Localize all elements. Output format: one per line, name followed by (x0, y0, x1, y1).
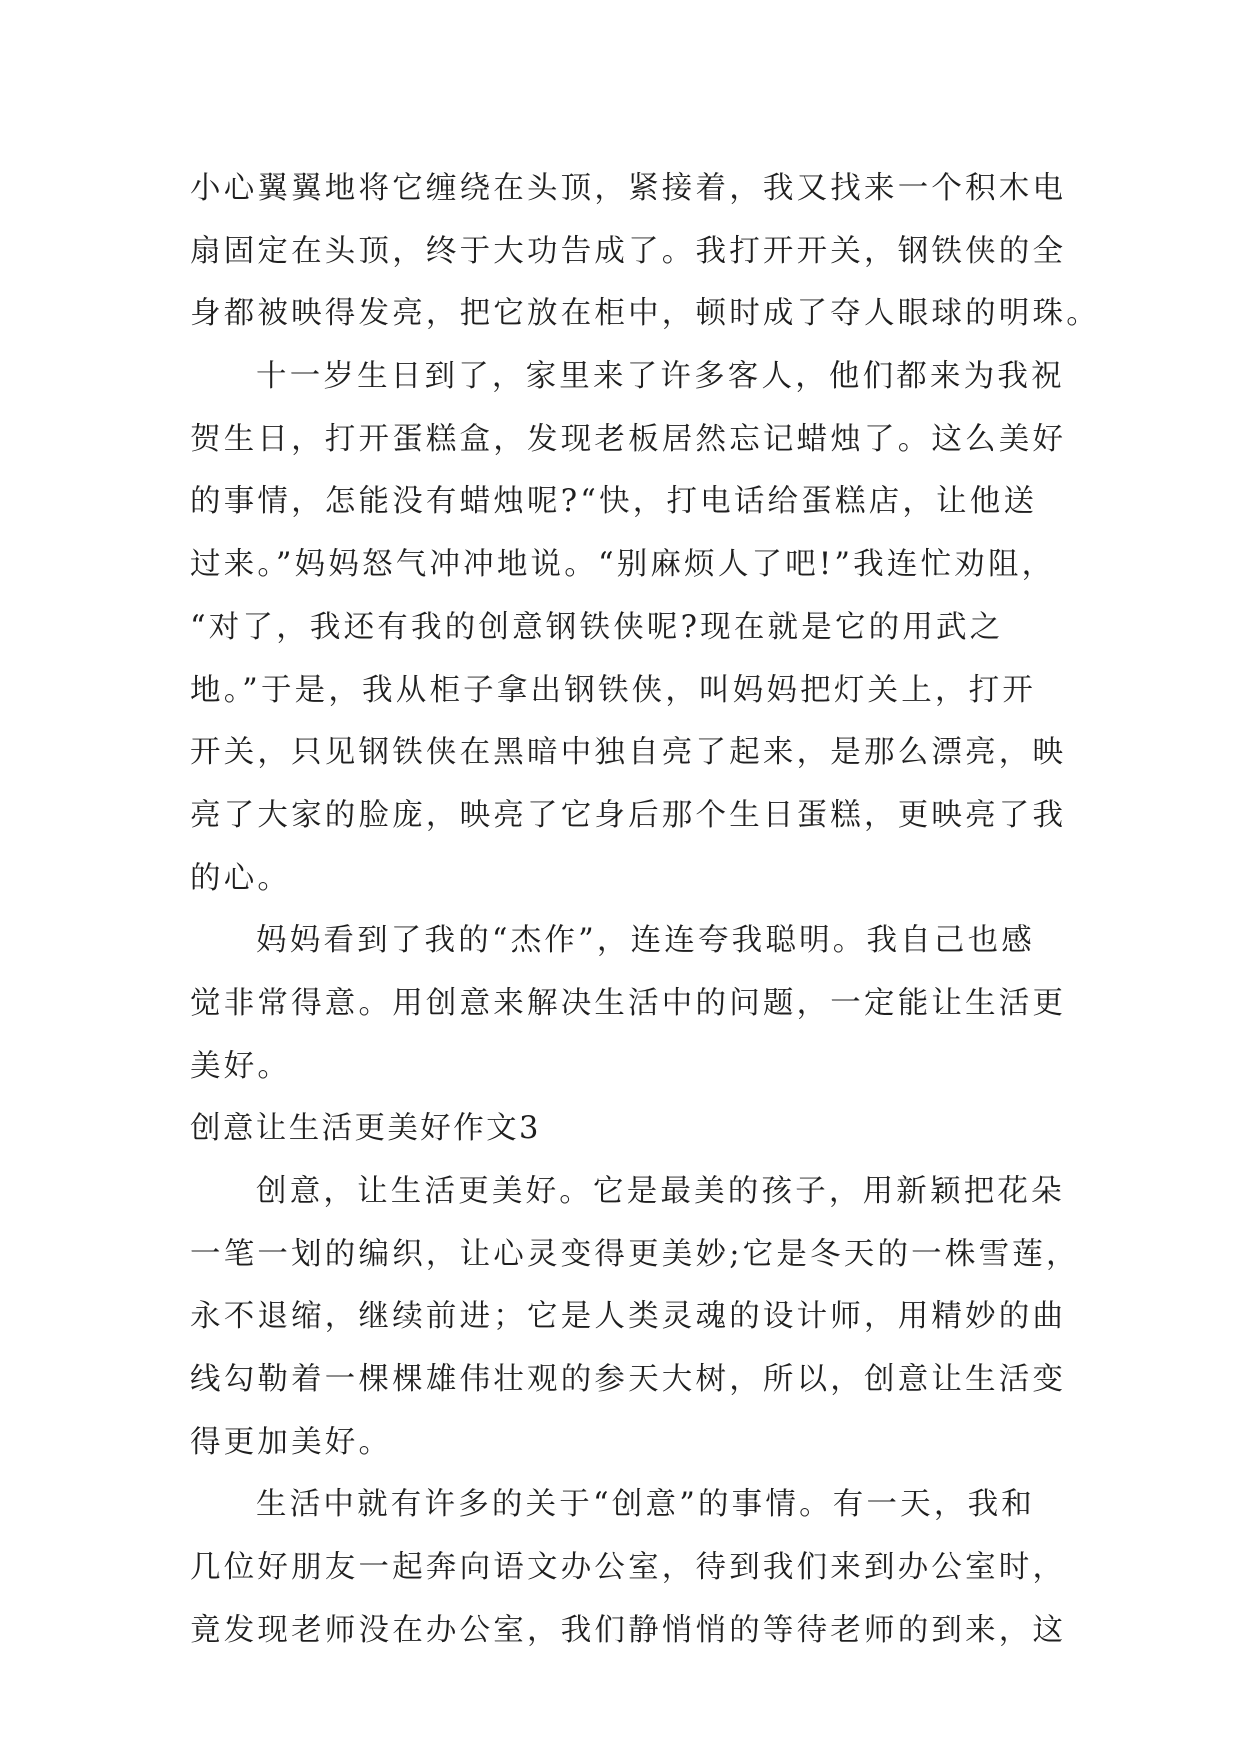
text-line: 一笔一划的编织，让心灵变得更美妙;它是冬天的一株雪莲， (190, 1236, 1080, 1272)
text-line: 几位好朋友一起奔向语文办公室，待到我们来到办公室时， (190, 1550, 1067, 1586)
text-line: 觉非常得意。用创意来解决生活中的问题，一定能让生活更 (190, 985, 1067, 1021)
text-line: 亮了大家的脸庞，映亮了它身后那个生日蛋糕，更映亮了我 (190, 797, 1067, 833)
paragraph-start-line: 生活中就有许多的关于“创意”的事情。有一天，我和 (256, 1487, 1035, 1523)
text-line: 开关，只见钢铁侠在黑暗中独自亮了起来，是那么漂亮，映 (190, 735, 1067, 771)
paragraph-start-line: 创意，让生活更美好。它是最美的孩子，用新颖把花朵 (256, 1174, 1065, 1209)
text-line: 的事情，怎能没有蜡烛呢?“快，打电话给蛋糕店，让他送 (190, 484, 1038, 520)
text-line: 的心。 (190, 860, 292, 896)
text-line: 扇固定在头顶，终于大功告成了。我打开开关，钢铁侠的全 (190, 233, 1067, 269)
text-line: 地。”于是，我从柜子拿出钢铁侠，叫妈妈把灯关上，打开 (190, 672, 1037, 708)
text-line: 永不退缩，继续前进；它是人类灵魂的设计师，用精妙的曲 (190, 1299, 1067, 1335)
text-line: 身都被映得发亮，把它放在柜中，顿时成了夺人眼球的明珠。 (190, 296, 1100, 332)
text-line: 竟发现老师没在办公室，我们静悄悄的等待老师的到来，这 (190, 1612, 1067, 1648)
document-body (190, 158, 1100, 1663)
text-line: “对了，我还有我的创意钢铁侠呢?现在就是它的用武之 (190, 609, 1004, 645)
text-line: 线勾勒着一棵棵雄伟壮观的参天大树，所以，创意让生活变 (190, 1362, 1067, 1398)
text-line: 贺生日，打开蛋糕盒，发现老板居然忘记蜡烛了。这么美好 (190, 421, 1067, 457)
text-line: 美好。 (190, 1048, 292, 1084)
paragraph-start-line: 十一岁生日到了，家里来了许多客人，他们都来为我祝 (256, 359, 1065, 395)
text-line: 小心翼翼地将它缠绕在头顶，紧接着，我又找来一个积木电 (190, 171, 1067, 206)
text-line: 得更加美好。 (190, 1424, 393, 1460)
text-line: 过来。”妈妈怒气冲冲地说。“别麻烦人了吧!”我连忙劝阻， (190, 547, 1056, 583)
paragraph-start-line: 妈妈看到了我的“杰作”，连连夸我聪明。我自己也感 (256, 923, 1035, 959)
section-heading: 创意让生活更美好作文3 (190, 1111, 541, 1147)
